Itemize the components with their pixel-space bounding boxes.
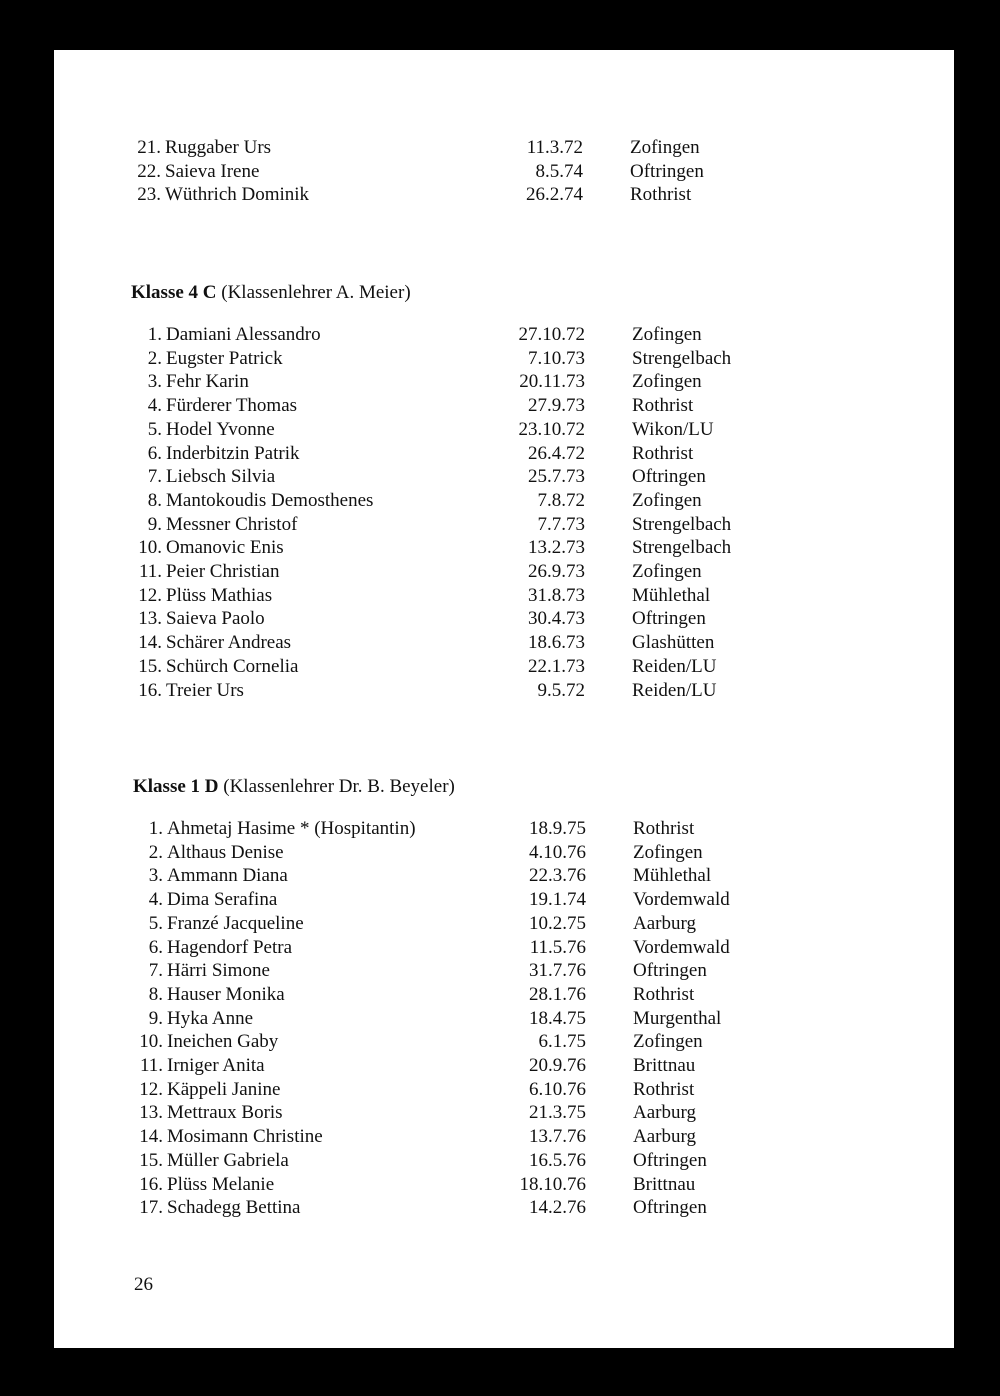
list-item xyxy=(132,442,752,466)
hometown: Zofingen xyxy=(632,561,702,582)
student-name: Müller Gabriela xyxy=(167,1149,289,1171)
hometown: Vordemwald xyxy=(633,936,730,958)
hometown: Rothrist xyxy=(630,184,692,206)
hometown: Vordemwald xyxy=(633,889,730,911)
student-name: Schadegg Bettina xyxy=(167,1197,301,1219)
list-item xyxy=(133,1078,753,1102)
birth-date: 26.2.74 xyxy=(526,184,583,206)
birth-date: 20.9.76 xyxy=(529,1055,586,1076)
birth-date: 16.5.76 xyxy=(529,1149,586,1171)
student-name: Omanovic Enis xyxy=(166,537,284,559)
birth-date: 28.1.76 xyxy=(529,983,586,1005)
hometown: Rothrist xyxy=(633,983,695,1005)
entry-number: 16. xyxy=(139,1173,163,1195)
student-name: Peier Christian xyxy=(166,561,280,582)
birth-date: 26.9.73 xyxy=(528,561,585,582)
birth-date: 31.7.76 xyxy=(529,960,586,982)
entry-number: 15. xyxy=(139,1149,163,1171)
list-item xyxy=(132,418,752,442)
hometown: Rothrist xyxy=(633,1078,695,1100)
entry-number: 8. xyxy=(147,489,162,511)
birth-date: 13.7.76 xyxy=(529,1126,586,1148)
birth-date: 30.4.73 xyxy=(528,608,585,630)
birth-date: 7.10.73 xyxy=(528,347,585,369)
entry-number: 13. xyxy=(139,1102,163,1124)
hometown: Zofingen xyxy=(632,489,702,511)
entry-number: 6. xyxy=(148,936,163,958)
list-item xyxy=(133,864,753,888)
entry-number: 2. xyxy=(147,347,162,369)
entry-number: 14. xyxy=(138,632,162,654)
hometown: Mühlethal xyxy=(632,584,711,606)
birth-date: 18.10.76 xyxy=(519,1173,586,1195)
student-name: Mosimann Christine xyxy=(167,1126,323,1148)
list-item xyxy=(131,183,751,207)
student-name: Mantokoudis Demosthenes xyxy=(166,489,374,511)
student-name: Ruggaber Urs xyxy=(165,137,272,158)
list-item xyxy=(133,1030,753,1054)
entry-number: 23. xyxy=(137,184,161,206)
student-name: Schürch Cornelia xyxy=(166,655,299,677)
birth-date: 9.5.72 xyxy=(537,679,585,701)
birth-date: 14.2.76 xyxy=(529,1197,586,1219)
hometown: Aarburg xyxy=(633,912,696,934)
student-name: Härri Simone xyxy=(167,960,270,982)
student-name: Fehr Karin xyxy=(166,371,249,393)
hometown: Oftringen xyxy=(633,960,707,982)
list-item xyxy=(133,959,753,983)
birth-date: 11.5.76 xyxy=(529,936,586,958)
hometown: Aarburg xyxy=(633,1102,696,1124)
student-name: Fürderer Thomas xyxy=(166,395,298,417)
list-item xyxy=(131,160,751,184)
birth-date: 18.9.75 xyxy=(529,818,586,839)
student-name: Wüthrich Dominik xyxy=(165,184,310,206)
student-name: Irniger Anita xyxy=(167,1055,265,1076)
student-name: Hagendorf Petra xyxy=(167,936,293,958)
birth-date: 18.6.73 xyxy=(528,632,585,654)
hometown: Strengelbach xyxy=(632,347,732,369)
student-name: Käppeli Janine xyxy=(167,1078,281,1100)
entry-number: 11. xyxy=(139,1055,163,1076)
birth-date: 7.8.72 xyxy=(537,489,585,511)
birth-date: 31.8.73 xyxy=(528,584,585,606)
class-heading-4c-title: Klasse 4 C xyxy=(131,282,217,303)
entry-number: 7. xyxy=(148,960,163,982)
entry-number: 2. xyxy=(148,841,163,863)
class-heading-1d-title: Klasse 1 D xyxy=(133,776,219,797)
list-item xyxy=(133,1173,753,1197)
student-name: Plüss Mathias xyxy=(166,584,273,606)
hometown: Zofingen xyxy=(632,324,702,345)
birth-date: 6.1.75 xyxy=(538,1031,586,1053)
entry-number: 8. xyxy=(148,983,163,1005)
birth-date: 22.1.73 xyxy=(528,655,585,677)
birth-date: 11.3.72 xyxy=(526,137,583,158)
hometown: Strengelbach xyxy=(632,537,732,559)
student-name: Ahmetaj Hasime * (Hospitantin) xyxy=(167,818,416,839)
list-item xyxy=(133,1101,753,1125)
hometown: Oftringen xyxy=(633,1197,707,1219)
student-name: Schärer Andreas xyxy=(166,632,292,654)
birth-date: 8.5.74 xyxy=(535,160,583,182)
entry-number: 3. xyxy=(148,865,163,887)
list-item xyxy=(133,1196,753,1220)
list-item xyxy=(133,1054,753,1078)
hometown: Rothrist xyxy=(632,442,694,464)
list-item xyxy=(132,489,752,513)
entry-number: 17. xyxy=(139,1197,163,1219)
birth-date: 7.7.73 xyxy=(537,513,585,535)
entry-number: 16. xyxy=(138,679,162,701)
hometown: Rothrist xyxy=(633,818,695,839)
student-name: Ammann Diana xyxy=(167,865,288,887)
list-item xyxy=(131,136,751,160)
list-item xyxy=(132,465,752,489)
class-heading-4c xyxy=(131,281,411,305)
hometown: Zofingen xyxy=(630,137,700,158)
entry-number: 13. xyxy=(138,608,162,630)
entry-number: 5. xyxy=(148,912,163,934)
birth-date: 22.3.76 xyxy=(529,865,586,887)
hometown: Reiden/LU xyxy=(632,679,717,701)
birth-date: 6.10.76 xyxy=(529,1078,586,1100)
entry-number: 21. xyxy=(137,137,161,158)
student-name: Franzé Jacqueline xyxy=(167,912,304,934)
entry-number: 22. xyxy=(137,160,161,182)
entry-number: 12. xyxy=(138,584,162,606)
hometown: Oftringen xyxy=(630,160,704,182)
entry-number: 4. xyxy=(148,889,163,911)
list-item xyxy=(132,607,752,631)
class-heading-1d xyxy=(133,775,455,799)
entry-number: 9. xyxy=(148,1007,163,1029)
student-name: Treier Urs xyxy=(166,679,244,701)
hometown: Aarburg xyxy=(633,1126,696,1148)
birth-date: 23.10.72 xyxy=(518,418,585,440)
list-item xyxy=(133,912,753,936)
hometown: Oftringen xyxy=(632,608,706,630)
hometown: Strengelbach xyxy=(632,513,732,535)
student-name: Hauser Monika xyxy=(167,983,285,1005)
list-item xyxy=(132,536,752,560)
list-item xyxy=(132,394,752,418)
class-heading-4c-teacher: (Klassenlehrer A. Meier) xyxy=(221,282,411,303)
hometown: Reiden/LU xyxy=(632,655,717,677)
list-item xyxy=(132,370,752,394)
birth-date: 26.4.72 xyxy=(528,442,585,464)
list-item xyxy=(133,983,753,1007)
list-item xyxy=(132,631,752,655)
birth-date: 27.9.73 xyxy=(528,395,585,417)
list-item xyxy=(133,1149,753,1173)
list-item xyxy=(132,560,752,584)
list-item xyxy=(132,584,752,608)
entry-number: 11. xyxy=(138,561,162,582)
hometown: Oftringen xyxy=(633,1149,707,1171)
list-item xyxy=(132,679,752,703)
document-page xyxy=(54,50,954,1348)
list-item xyxy=(133,936,753,960)
hometown: Mühlethal xyxy=(633,865,712,887)
birth-date: 21.3.75 xyxy=(529,1102,586,1124)
list-item xyxy=(133,817,753,841)
list-item xyxy=(132,655,752,679)
student-name: Plüss Melanie xyxy=(167,1173,275,1195)
student-name: Saieva Irene xyxy=(165,160,260,182)
birth-date: 10.2.75 xyxy=(529,912,586,934)
student-name: Messner Christof xyxy=(166,513,298,535)
hometown: Wikon/LU xyxy=(632,418,714,440)
entry-number: 1. xyxy=(147,324,162,345)
list-item xyxy=(133,841,753,865)
birth-date: 25.7.73 xyxy=(528,466,585,488)
birth-date: 19.1.74 xyxy=(529,889,586,911)
page-number: 26 xyxy=(134,1274,153,1295)
hometown: Zofingen xyxy=(632,371,702,393)
birth-date: 4.10.76 xyxy=(529,841,586,863)
entry-number: 12. xyxy=(139,1078,163,1100)
birth-date: 18.4.75 xyxy=(529,1007,586,1029)
birth-date: 13.2.73 xyxy=(528,537,585,559)
list-item xyxy=(133,1125,753,1149)
entry-number: 7. xyxy=(147,466,162,488)
entry-number: 6. xyxy=(147,442,162,464)
hometown: Brittnau xyxy=(633,1055,696,1076)
hometown: Rothrist xyxy=(632,395,694,417)
hometown: Glashütten xyxy=(632,632,715,654)
student-name: Saieva Paolo xyxy=(166,608,265,630)
student-name: Althaus Denise xyxy=(167,841,284,863)
entry-number: 4. xyxy=(147,395,162,417)
list-item xyxy=(132,347,752,371)
student-name: Inderbitzin Patrik xyxy=(166,442,300,464)
student-name: Hyka Anne xyxy=(167,1007,254,1029)
student-name: Hodel Yvonne xyxy=(166,418,275,440)
birth-date: 20.11.73 xyxy=(519,371,585,393)
birth-date: 27.10.72 xyxy=(518,324,585,345)
hometown: Brittnau xyxy=(633,1173,696,1195)
list-item xyxy=(133,888,753,912)
entry-number: 10. xyxy=(138,537,162,559)
list-item xyxy=(133,1007,753,1031)
hometown: Oftringen xyxy=(632,466,706,488)
student-name: Eugster Patrick xyxy=(166,347,283,369)
entry-number: 3. xyxy=(147,371,162,393)
list-item xyxy=(132,513,752,537)
student-name: Damiani Alessandro xyxy=(166,324,321,345)
hometown: Zofingen xyxy=(633,1031,703,1053)
hometown: Murgenthal xyxy=(633,1007,722,1029)
student-name: Ineichen Gaby xyxy=(167,1031,279,1053)
entry-number: 1. xyxy=(148,818,163,839)
hometown: Zofingen xyxy=(633,841,703,863)
entry-number: 10. xyxy=(139,1031,163,1053)
entry-number: 5. xyxy=(147,418,162,440)
student-name: Dima Serafina xyxy=(167,889,278,911)
entry-number: 15. xyxy=(138,655,162,677)
entry-number: 14. xyxy=(139,1126,163,1148)
student-name: Mettraux Boris xyxy=(167,1102,283,1124)
list-item xyxy=(132,323,752,347)
student-name: Liebsch Silvia xyxy=(166,466,276,488)
class-heading-1d-teacher: (Klassenlehrer Dr. B. Beyeler) xyxy=(223,776,455,797)
entry-number: 9. xyxy=(147,513,162,535)
